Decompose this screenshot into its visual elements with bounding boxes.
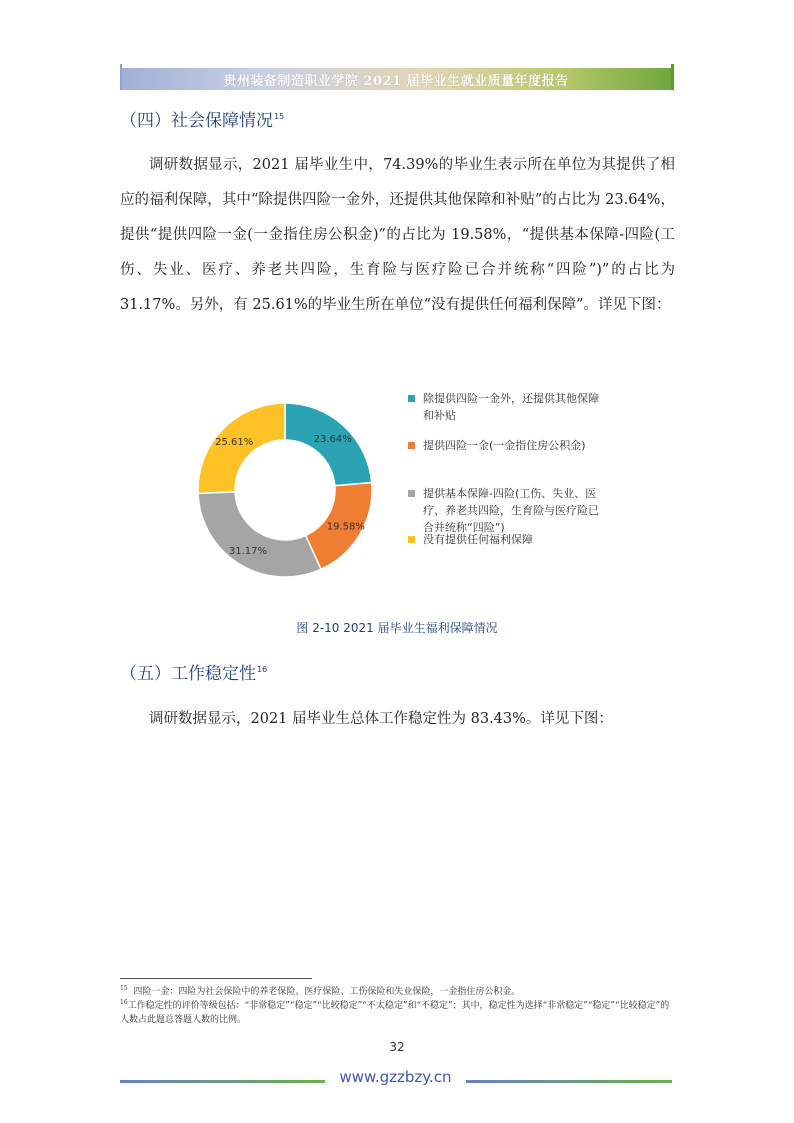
legend-item-2 [408, 437, 623, 454]
footer-website-link[interactable]: www.gzzbzy.cn [339, 1068, 452, 1086]
footnote-text: 四险一金：四险为社会保险中的养老保险、医疗保险、工伤保险和失业保险，一金指住房公积金。 [133, 987, 521, 997]
section5-paragraph: 调研数据显示，2021 届毕业生总体工作稳定性为 83.43%。详见下图： [149, 711, 613, 727]
footnote-number: 16 [120, 999, 128, 1006]
footer-line-left [120, 1080, 325, 1083]
legend-label-line: 和补贴 [423, 409, 456, 422]
legend-swatch [408, 442, 415, 449]
footnote-16 [120, 996, 675, 1027]
legend-swatch [408, 490, 415, 497]
page-number: 32 [389, 1040, 405, 1054]
legend-label-line: 疗、养老共四险，生育险与医疗险已 [423, 504, 599, 517]
footer-line-right [466, 1080, 672, 1083]
footnote-ref-15: 15 [274, 112, 285, 122]
section-heading-job-stability [120, 659, 267, 684]
legend-label-line: 除提供四险一金外，还提供其他保障 [423, 392, 599, 405]
legend-item-3 [408, 485, 623, 536]
section-heading-social-security [120, 106, 284, 131]
legend-label-line: 提供四险一金(一金指住房公积金) [423, 439, 586, 452]
legend-item-1 [408, 390, 623, 424]
report-title: 贵州装备制造职业学院 2021 届毕业生就业质量年度报告 [223, 73, 569, 89]
report-header-bar [120, 68, 672, 90]
footnote-text: 工作稳定性的评价等级包括：“非常稳定”“稳定”“比较稳定”“不太稳定”和“不稳定”；其中，稳定性为选择“非常稳定”“稳定”“比较稳定”的人数占此题总答题人数的比例。 [120, 1001, 670, 1025]
donut-data-label-4: 25.61% [215, 437, 254, 449]
donut-data-label-3: 31.17% [228, 545, 268, 557]
donut-slice-4 [198, 403, 285, 493]
legend-swatch [408, 536, 415, 543]
legend-swatch [408, 395, 415, 402]
section4-paragraph: 调研数据显示，2021 届毕业生中，74.39%的毕业生表示所在单位为其提供了相应的福利保障，其中“除提供四险一金外，还提供其他保障和补贴”的占比为 23.64%，提供“提供四险一金(一金指住房公积金)”的占比为 19.58%，“提供基本保障-四险(工伤、失业、医疗、养老共四险，生育险与医疗险已合并统称“四险”)”的占比为 31.17%。另外，有 25.61%的毕业生所在单位“没有提供任何福利保障”。详见下图： [120, 157, 675, 313]
legend-label-line: 没有提供任何福利保障 [423, 533, 533, 546]
footnote-number: 15 [120, 985, 128, 992]
donut-data-label-1: 23.64% [313, 434, 352, 446]
figure-caption: 图 2-10 2021 届毕业生福利保障情况 [296, 621, 498, 635]
donut-slice-3 [198, 492, 321, 577]
section-heading-text: （四）社会保障情况 [120, 111, 273, 131]
legend-item-4 [408, 531, 623, 548]
footnote-divider [120, 978, 312, 979]
donut-data-label-2: 19.58% [326, 521, 365, 533]
footnote-ref-16: 16 [257, 665, 268, 675]
section-heading-text: （五）工作稳定性 [120, 664, 256, 684]
legend-label-line: 提供基本保障-四险(工伤、失业、医 [423, 487, 597, 500]
legend-label-line: 合并统称“四险”) [423, 521, 505, 534]
